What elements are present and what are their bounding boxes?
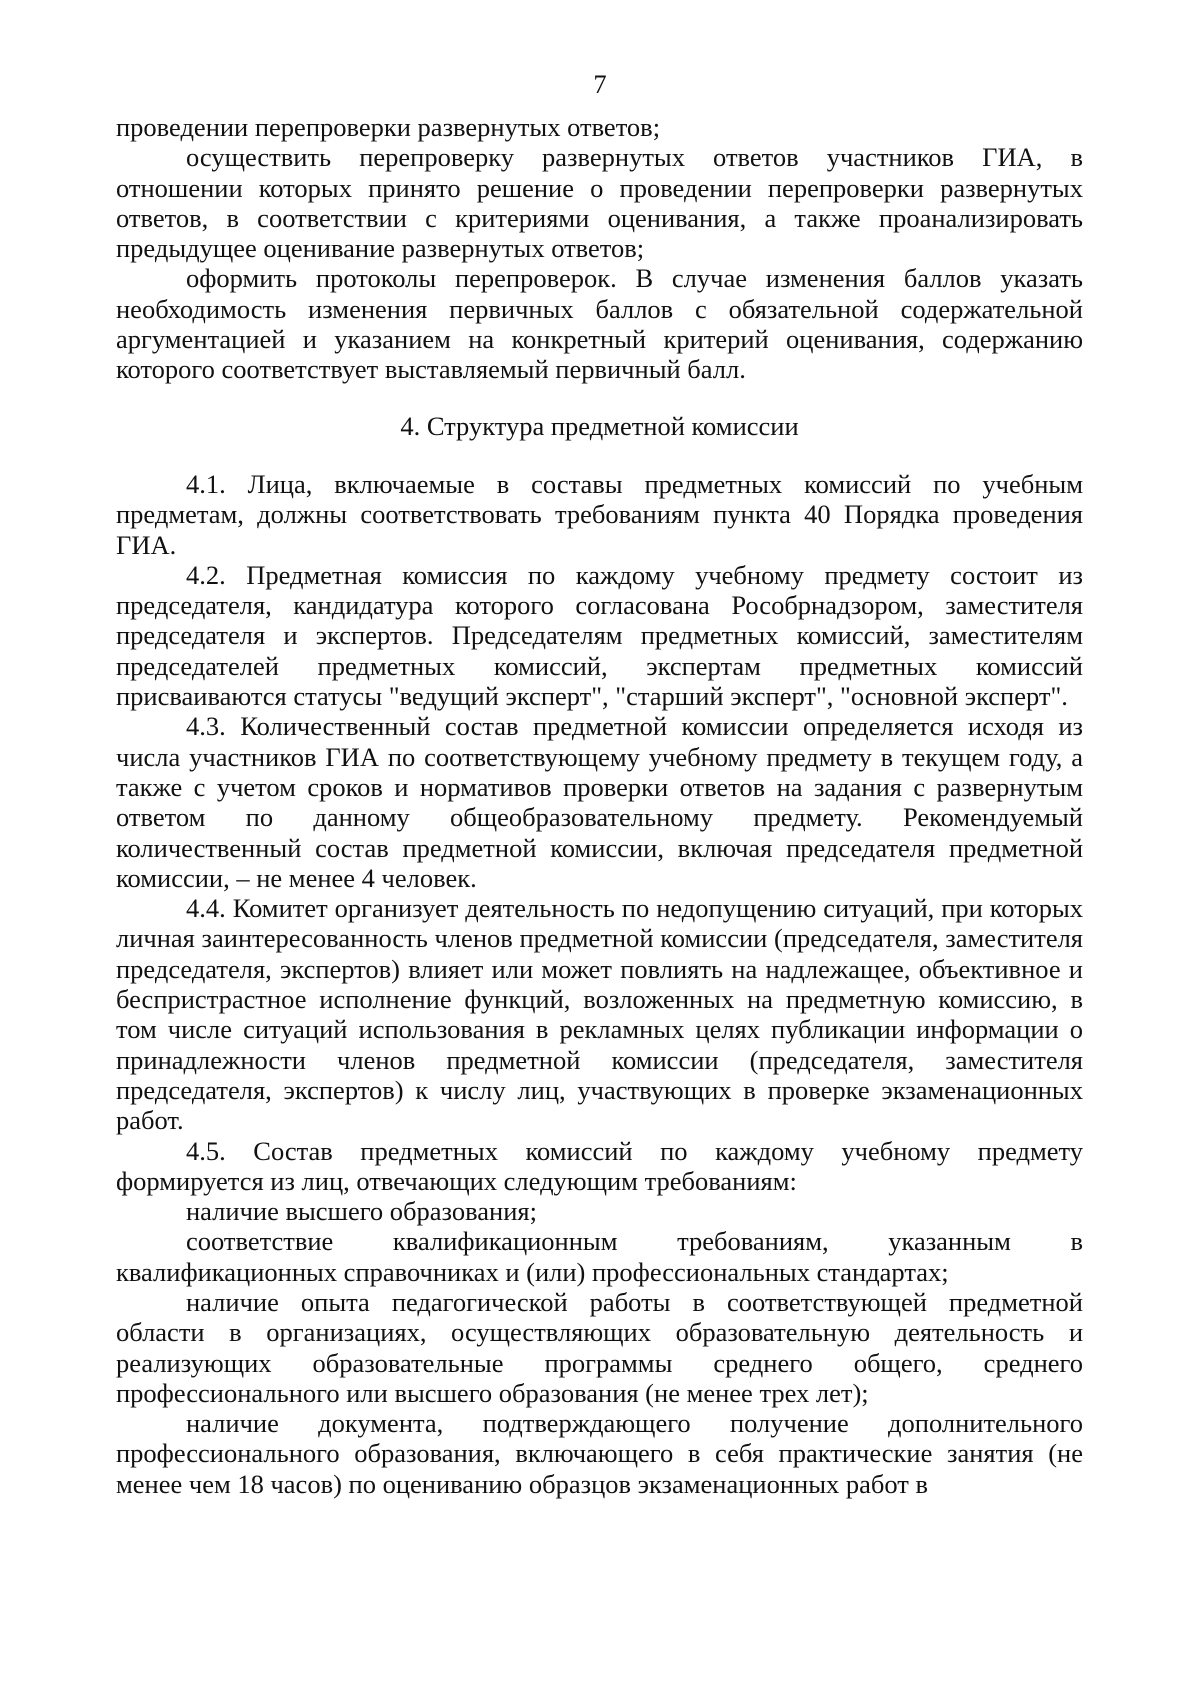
list-item: соответствие квалификационным требованиям, указанным в квалификационных справочниках и (или) профессиональных стандартах; [116,1226,1083,1287]
paragraph: 4.5. Состав предметных комиссий по каждому учебному предмету формируется из лиц, отвечающих следующим требованиям: [116,1135,1083,1196]
paragraph: 4.4. Комитет организует деятельность по недопущению ситуаций, при которых личная заинтересованность членов предметной комиссии (председателя, заместителя председателя, экспертов) влияет или может повлиять на надлежащее, объективное и беспристрастное исполнение функций, возложенных на предметную комиссию, в том числе ситуаций использования в рекламных целях публикации информации о принадлежности членов предметной комиссии (председателя, заместителя председателя, экспертов) к числу лиц, участвующих в проверке экзаменационных работ. [116,893,1083,1136]
paragraph: 4.3. Количественный состав предметной комиссии определяется исходя из числа участников ГИА по соответствующему учебному предмету в текущем году, а также с учетом сроков и нормативов проверки ответов на задания с развернутым ответом по данному общеобразовательному предмету. Рекомендуемый количественный состав предметной комиссии, включая председателя предметной комиссии, – не менее 4 человек. [116,711,1083,893]
paragraph: 4.1. Лица, включаемые в составы предметных комиссий по учебным предметам, должны соответствовать требованиям пункта 40 Порядка проведения ГИА. [116,468,1083,560]
paragraph: осуществить перепроверку развернутых ответов участников ГИА, в отношении которых принято решение о проведении перепроверки развернутых ответов, в соответствии с критериями оценивания, а также проанализировать предыдущее оценивание развернутых ответов; [116,142,1083,264]
paragraph: 4.2. Предметная комиссия по каждому учебному предмету состоит из председателя, кандидатура которого согласована Рособрнадзором, заместителя председателя и экспертов. Председателям предметных комиссий, заместителям председателей предметных комиссий, экспертам предметных комиссий присваиваются статусы "ведущий эксперт", "старший эксперт", "основной эксперт". [116,559,1083,712]
list-item: наличие опыта педагогической работы в соответствующей предметной области в организациях, осуществляющих образовательную деятельность и реализующих образовательные программы среднего общего, среднего профессионального или высшего образования (не менее трех лет); [116,1286,1083,1408]
page-number: 7 [593,69,607,99]
list-item: наличие документа, подтверждающего получение дополнительного профессионального образования, включающего в себя практические занятия (не менее чем 18 часов) по оцениванию образцов экзаменационных работ в [116,1408,1083,1499]
paragraph: проведении перепроверки развернутых ответов; [116,112,661,142]
list-item: наличие высшего образования; [186,1196,537,1227]
section-heading: 4. Структура предметной комиссии [400,410,799,441]
paragraph: оформить протоколы перепроверок. В случае изменения баллов указать необходимость изменения первичных баллов с обязательной содержательной аргументацией и указанием на конкретный критерий оценивания, содержанию которого соответствует выставляемый первичный балл. [116,263,1083,385]
document-body [116,112,1083,1499]
